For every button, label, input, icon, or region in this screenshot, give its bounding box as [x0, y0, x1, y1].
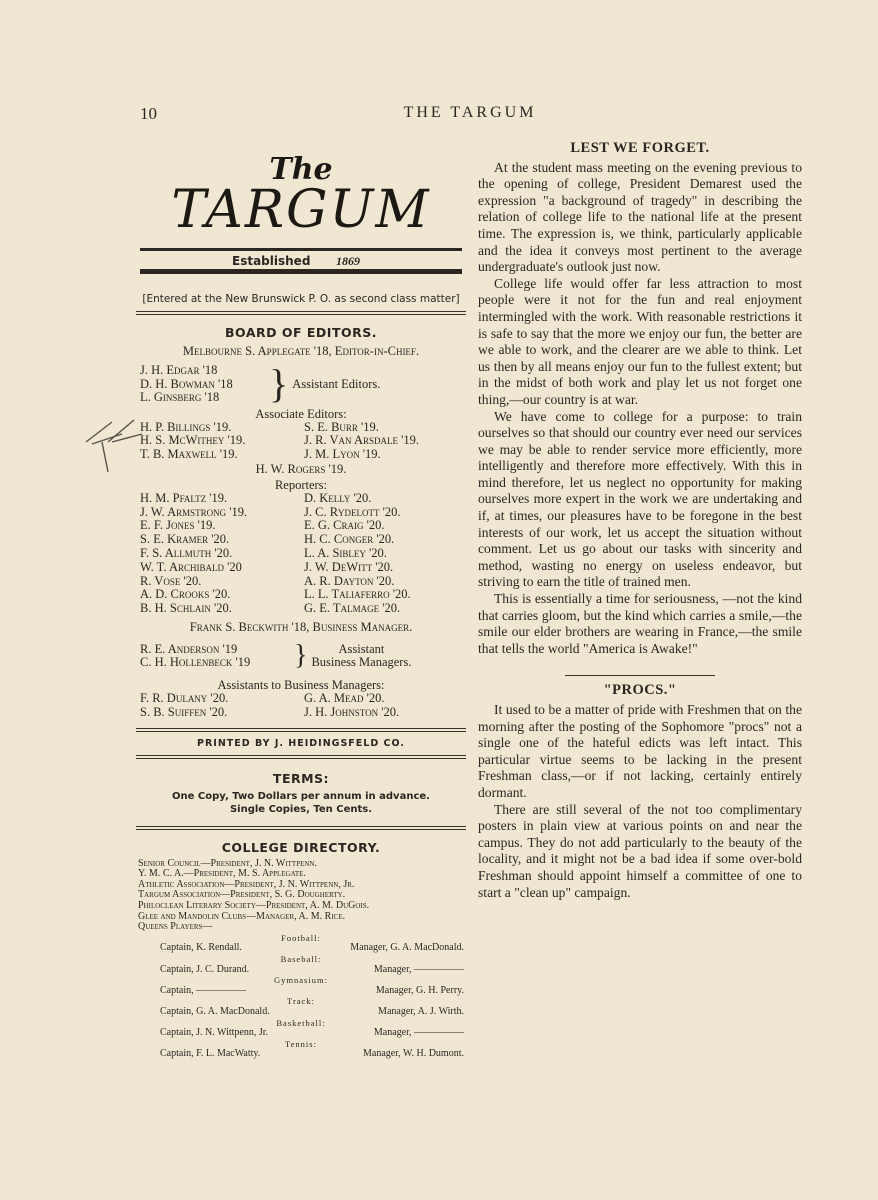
terms-text [136, 790, 466, 816]
assistant-editors-label: Assistant Editors. [292, 376, 381, 391]
list-item: L. A. Sibley '20. [304, 546, 387, 561]
article-title: LEST WE FORGET. [570, 140, 710, 156]
masthead-title: TARGUM [171, 180, 431, 240]
list-item: J. M. Lyon '19. [304, 447, 381, 462]
divider [136, 311, 466, 315]
list-item: T. B. Maxwell '19. [140, 447, 238, 462]
established-year: 1869 [336, 254, 360, 268]
assistant-editor: L. Ginsberg '18 [140, 390, 220, 404]
sport-row [138, 1007, 464, 1018]
sport-row [138, 1028, 464, 1039]
associate-last: H. W. Rogers '19. [255, 461, 347, 476]
list-item: J. H. Johnston '20. [304, 704, 400, 719]
printed-by: PRINTED BY J. HEIDINGSFELD CO. [197, 737, 405, 749]
asst-business-manager: C. H. Hollenbeck '19 [140, 655, 251, 670]
directory-line: Philoclean Literary Society—President, A. M. DuGois. [138, 900, 370, 912]
list-item: H. P. Billings '19. [140, 419, 232, 434]
list-item: S. E. Kramer '20. [140, 532, 230, 547]
brace: } [294, 640, 308, 672]
reporters-list [136, 492, 466, 616]
article-paragraph: At the student mass meeting on the evening previous to the opening of college, President Demarest used the expression "a background of tragedy" in describing the relation of college life to the national life at the present time. The expression is, we think, particularly applicable and the idea it conveys most pertinent to the average undergraduate's outlook just now. [478, 159, 802, 275]
sport-name: Baseball: [280, 954, 322, 964]
sport-manager: Manager, G. H. Perry. [375, 984, 464, 996]
list-item: G. E. Talmage '20. [304, 601, 401, 616]
sport-row [138, 943, 464, 954]
list-item: H. S. McWithey '19. [140, 433, 246, 448]
editor-in-chief: Melbourne S. Applegate '18, Editor-in-Chief. [182, 344, 420, 358]
left-column [136, 140, 466, 1060]
established-label: Established [232, 254, 311, 268]
list-item: H. C. Conger '20. [304, 532, 395, 547]
article-paragraph: We have come to college for a purpose: to train ourselves so that should our country ever need our services we may be able to render service more efficiently, more intelligently and therefore more effectively. With this in mind therefore, let us neglect no opportunity for making ourselves more expert in the work we are undertaking and if, at times, our pleasures have to be foregone in the best interests of our work, let us accept the situation without comment. Let us go about our tasks with sincerity and method, wasting no energy on useless endeavor, but striving to earn the title of trained men. [478, 408, 802, 590]
sport-row [138, 986, 464, 997]
directory-line: Athletic Association—President, J. N. Wittpenn, Jr. [138, 878, 355, 890]
article-paragraph: It used to be a matter of pride with Freshmen that on the morning after the posting of the Sophomore "procs" not a single one of the hateful edicts was left intact. This particular virtue seems to be lacking in the present Freshman class,—or if not lacking, certainly entirely dormant. [478, 702, 802, 800]
terms-line: One Copy, Two Dollars per annum in advance. [172, 790, 430, 802]
entered-notice: [Entered at the New Brunswick P. O. as second class matter] [142, 293, 460, 305]
sport-captain: Captain, J. C. Durand. [160, 963, 250, 975]
right-column [478, 140, 802, 901]
sport-captain: Captain, K. Rendall. [160, 942, 242, 954]
list-item: J. C. Rydelott '20. [304, 504, 401, 519]
list-item: S. E. Burr '19. [304, 419, 379, 434]
directory-line: Senior Council—President, J. N. Wittpenn. [138, 857, 317, 869]
directory-line: Glee and Mandolin Clubs—Manager, A. M. Rice. [138, 910, 346, 922]
list-item: W. T. Archibald '20 [140, 559, 242, 574]
list-item: S. B. Suiffen '20. [140, 704, 228, 719]
sport-manager: Manager, ————— [373, 963, 464, 975]
article-paragraph: There are still several of the not too complimentary posters in plain view at various points on and near the campus. They do not add particularly to the beauty of the locality, and it might not be a bad idea if some over-bold Freshman should appoint himself a committee of one to start a "clean up" campaign. [478, 801, 802, 900]
article-title: "PROCS." [603, 682, 677, 699]
list-item: R. Vose '20. [140, 573, 202, 588]
assistant-editor: D. H. Bowman '18 [140, 376, 233, 391]
page-header [140, 104, 800, 128]
sport-captain: Captain, G. A. MacDonald. [160, 1005, 270, 1017]
sport-row [138, 1049, 464, 1060]
directory-line: Queens Players— [138, 921, 213, 933]
directory-title: COLLEGE DIRECTORY. [221, 839, 381, 855]
business-manager: Frank S. Beckwith '18, Business Manager. [189, 620, 413, 635]
sport-row [138, 965, 464, 976]
masthead-the: The [269, 152, 333, 187]
list-item: A. R. Dayton '20. [304, 573, 395, 588]
established-bar [140, 248, 462, 274]
directory-line: Y. M. C. A.—President, M. S. Applegate. [138, 868, 306, 880]
sport-name: Gymnasium: [274, 975, 328, 986]
sport-captain: Captain, ————— [160, 984, 247, 996]
assistant-editor: J. H. Edgar '18 [140, 363, 218, 377]
handwritten-mark-icon [82, 412, 152, 482]
reporters-label: Reporters: [274, 477, 328, 492]
list-item: J. R. Van Arsdale '19. [304, 433, 419, 448]
assistants-list [136, 692, 466, 720]
asst-business-group [140, 636, 466, 676]
sport-name: Football: [281, 932, 321, 943]
sport-name: Basketball: [276, 1017, 326, 1028]
masthead [136, 140, 466, 275]
list-item: L. L. Taliaferro '20. [304, 587, 411, 602]
list-item: B. H. Schlain '20. [140, 601, 232, 616]
list-item: J. W. Armstrong '19. [140, 504, 248, 519]
divider [136, 755, 466, 759]
article-paragraph: This is essentially a time for seriousness, —not the kind that carries gloom, but the kind which carries a smile,—the smile our elder brothers are wearing in France,—the smile that tells the world "America is Awake!" [478, 591, 802, 656]
asst-business-label-1: Assistant [338, 641, 385, 656]
divider [565, 675, 715, 676]
running-head: THE TARGUM [403, 104, 537, 121]
sport-manager: Manager, W. H. Dumont. [363, 1048, 464, 1060]
board-title: BOARD OF EDITORS. [225, 325, 377, 340]
list-item: F. S. Allmuth '20. [140, 546, 233, 561]
sport-name: Track: [287, 996, 315, 1007]
sport-manager: Manager, A. J. Wirth. [378, 1005, 464, 1017]
sport-captain: Captain, F. L. MacWatty. [160, 1048, 261, 1060]
list-item: F. R. Dulany '20. [140, 691, 229, 706]
list-item: J. W. DeWitt '20. [304, 559, 394, 574]
college-directory [136, 859, 466, 1060]
sport-manager: Manager, ————— [373, 1027, 464, 1039]
asst-business-label-2: Business Managers. [311, 655, 412, 670]
terms-line: Single Copies, Ten Cents. [229, 803, 373, 815]
brace: } [269, 361, 289, 407]
assistant-editors-group [140, 361, 466, 407]
divider [136, 728, 466, 732]
assistants-label: Assistants to Business Managers: [217, 678, 385, 693]
sport-manager: Manager, G. A. MacDonald. [350, 942, 464, 954]
associate-label: Associate Editors: [255, 406, 347, 421]
sport-captain: Captain, J. N. Wittpenn, Jr. [160, 1027, 269, 1039]
page-number: 10 [140, 104, 157, 123]
asst-business-manager: R. E. Anderson '19 [140, 641, 238, 656]
sport-name: Tennis: [285, 1038, 317, 1049]
directory-line: Targum Association—President, S. G. Dougherty. [138, 889, 346, 901]
list-item: E. G. Craig '20. [304, 518, 385, 533]
list-item: A. D. Crooks '20. [140, 587, 231, 602]
list-item: H. M. Pfaltz '19. [140, 490, 228, 505]
divider [136, 826, 466, 830]
associate-editors-list [136, 421, 466, 462]
list-item: E. F. Jones '19. [140, 518, 216, 533]
terms-title: TERMS: [272, 770, 330, 786]
list-item: D. Kelly '20. [304, 490, 372, 505]
article-paragraph: College life would offer far less attraction to most people were it not for the fun and real enjoyment intermingled with the work. With reasonable restrictions it is safe to say that the more we enjoy our fun, the better are we able to work, and the clearer are we able to think. Let us then by all means enjoy our fun to the fullest extent; but in the midst of both work and play let us not forget one thing,—our country is at war. [478, 275, 802, 407]
list-item: G. A. Mead '20. [304, 691, 385, 706]
